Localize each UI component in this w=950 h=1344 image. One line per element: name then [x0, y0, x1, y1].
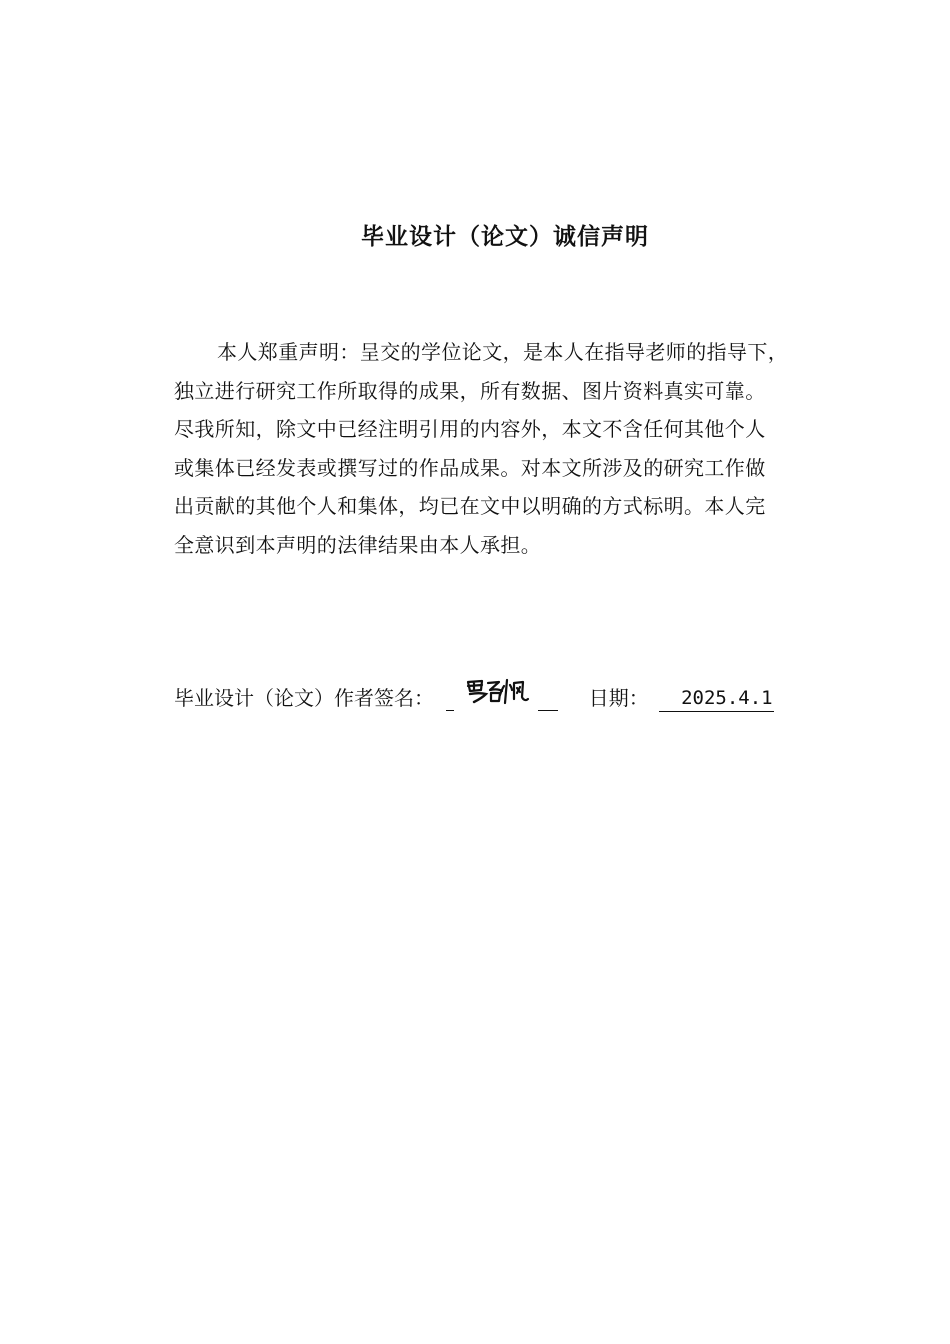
handwritten-signature — [464, 675, 530, 707]
body-line-6: 全意识到本声明的法律结果由本人承担。 — [174, 532, 542, 557]
date-label: 日期： — [588, 686, 649, 710]
declaration-body — [174, 333, 864, 564]
document-title: 毕业设计（论文）诚信声明 — [361, 224, 649, 250]
body-line-3: 尽我所知，除文中已经注明引用的内容外，本文不含任何其他个人 — [174, 417, 766, 441]
signature-field — [446, 684, 558, 712]
signature-row — [174, 684, 854, 716]
body-line-2: 独立进行研究工作所取得的成果，所有数据、图片资料真实可靠。 — [174, 378, 766, 403]
date-value: 2025.4.1 — [659, 685, 774, 712]
signature-label: 毕业设计（论文）作者签名： — [174, 686, 434, 710]
body-line-4: 或集体已经发表或撰写过的作品成果。对本文所涉及的研究工作做 — [174, 455, 766, 480]
body-line-1: 本人郑重声明：呈交的学位论文，是本人在指导老师的指导下， — [217, 340, 789, 364]
body-line-5: 出贡献的其他个人和集体，均已在文中以明确的方式标明。本人完 — [174, 494, 766, 518]
